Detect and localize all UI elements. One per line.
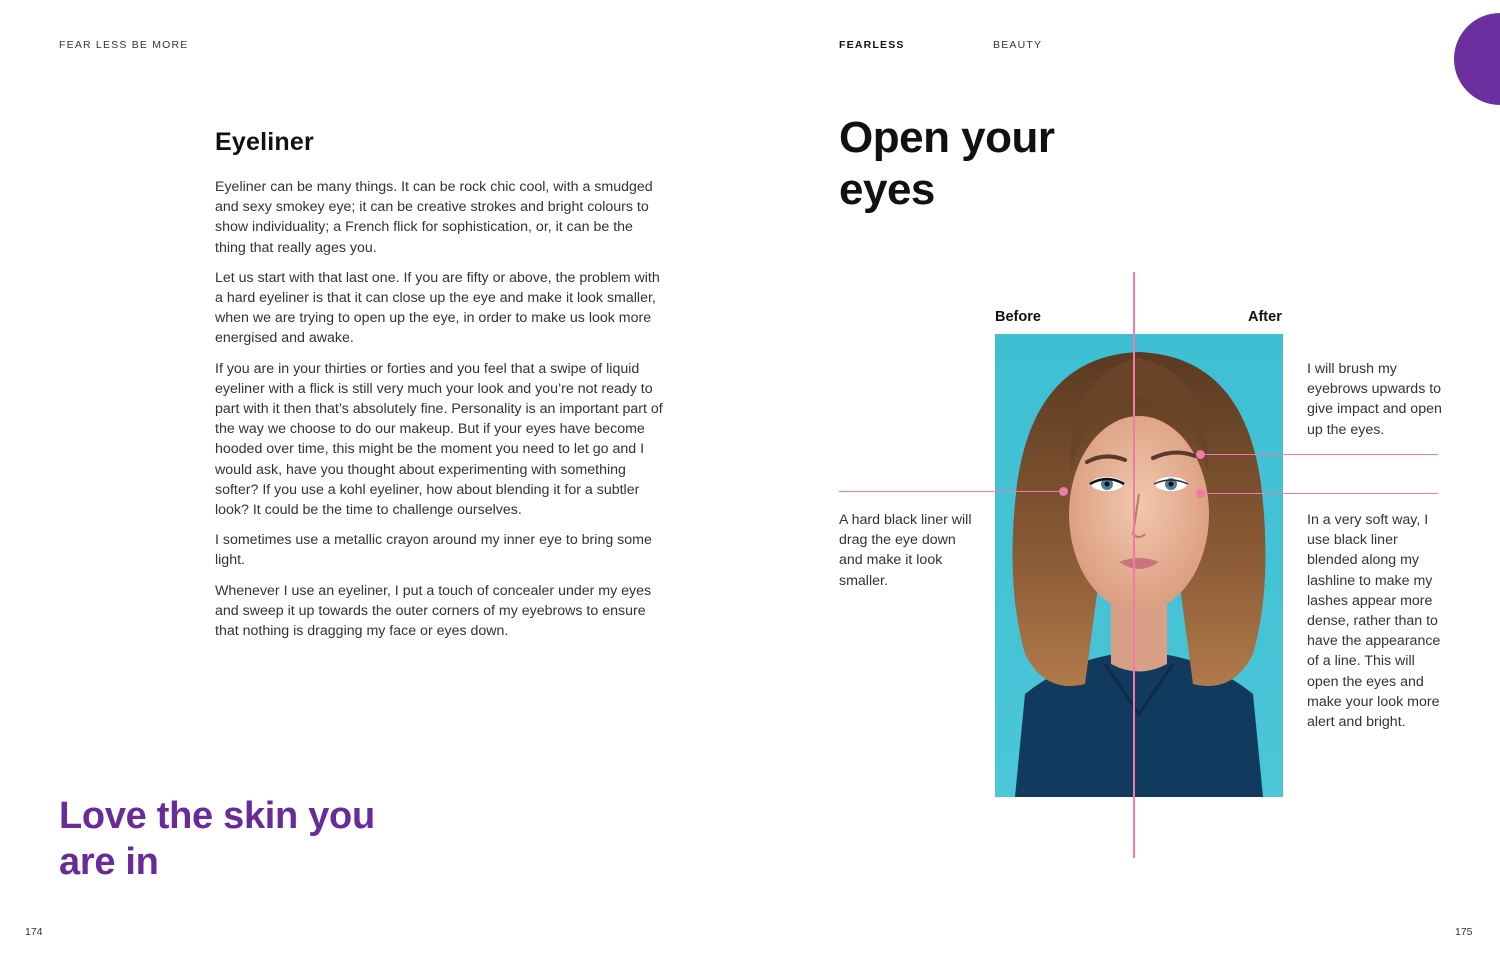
paragraph: I sometimes use a metallic crayon around my inner eye to bring some light.	[215, 532, 652, 569]
caption-before: A hard black liner will drag the eye down and make it look smaller.	[839, 512, 972, 589]
after-label: After	[1248, 309, 1282, 325]
right-top-guide-line	[1200, 454, 1438, 455]
before-label: Before	[995, 309, 1041, 325]
portrait-illustration	[995, 334, 1283, 797]
right-bottom-guide-line	[1200, 493, 1438, 494]
section-heading: Eyeliner	[215, 128, 314, 156]
paragraph: Whenever I use an eyeliner, I put a touch of concealer under my eyes and sweep it up towards the outer corners of my eyebrows to ensure that nothing is dragging my face or eyes down.	[215, 582, 652, 640]
page-number-right: 175	[1455, 926, 1473, 938]
page-title: Open your eyes	[839, 113, 1055, 214]
marker-dot	[1196, 489, 1205, 498]
body-copy	[215, 177, 665, 651]
decorative-purple-circle	[1454, 13, 1500, 105]
marker-dot	[1059, 487, 1068, 496]
page-number-left: 174	[25, 926, 43, 938]
left-guide-line	[839, 491, 1063, 492]
running-head-left: FEAR LESS BE MORE	[59, 39, 189, 51]
paragraph: Let us start with that last one. If you are fifty or above, the problem with a hard eyeliner is that it can close up the eye and make it look smaller, when we are trying to open up the eye, in order to make us look more energised and awake.	[215, 269, 660, 347]
caption-after-brows: I will brush my eyebrows upwards to give impact and open up the eyes.	[1307, 361, 1442, 438]
caption-after-liner: In a very soft way, I use black liner blended along my lashline to make my lashes appear more dense, rather than to have the appearance of a line. This will open the eyes and make your look more alert and bright.	[1307, 512, 1441, 731]
marker-dot	[1196, 450, 1205, 459]
paragraph: If you are in your thirties or forties and you feel that a swipe of liquid eyeliner with a flick is still very much your look and you’re not ready to part with it then that’s absolutely fine. Personality is an important part of the way we choose to do our makeup. But if your eyes have become hooded over time, this might be the moment you need to let go and I would ask, have you thought about experimenting with something softer? If you use a kohl eyeliner, how about blending it for a subtler look? It could be the time to challenge ourselves.	[215, 360, 663, 519]
paragraph: Eyeliner can be many things. It can be rock chic cool, with a smudged and sexy smokey eye; it can be creative strokes and bright colours to show individuality; a French flick for sophistication, or, it can be the thing that really ages you.	[215, 179, 653, 256]
running-head-chapter: BEAUTY	[993, 39, 1043, 51]
pull-quote: Love the skin you are in	[59, 795, 375, 883]
center-guide-line	[1133, 272, 1135, 858]
running-head-section: FEARLESS	[839, 39, 905, 51]
before-after-portrait-photo	[995, 334, 1283, 797]
